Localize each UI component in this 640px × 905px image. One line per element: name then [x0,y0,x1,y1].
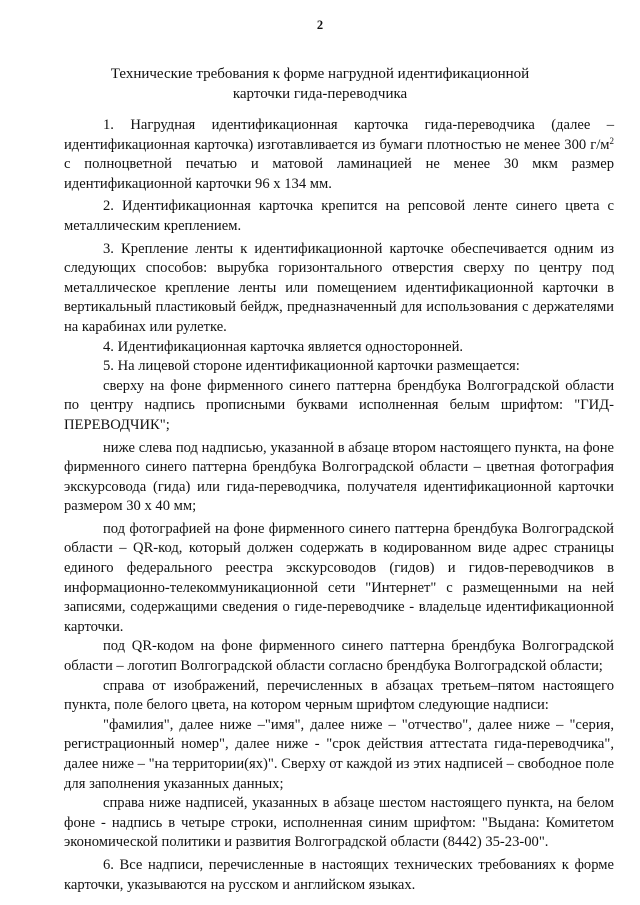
item-1-text-a: 1. Нагрудная идентификационная карточка гида-переводчика (далее – идентификационная карточка) изготавливается из бумаги плотностью не менее 300 г/м [64,117,614,153]
item-4: 4. Идентификационная карточка является односторонней. [103,338,464,355]
document-body [64,116,614,895]
item-1-superscript: 2 [609,135,614,146]
item-5-paragraph: справа ниже надписей, указанных в абзаце шестом настоящего пункта, на белом фоне - надпись в четыре строки, исполненная синим шрифтом: "Выдана: Комитетом экономической политики и развития Волгоградской области (8442) 35-23-00". [64,795,614,851]
heading-line-1: Технические требования к форме нагрудной идентификационной [110,66,530,82]
item-1-text-b: с полноцветной печатью и матовой ламинацией не менее 30 мкм размер идентификационной карточки 96 х 134 мм. [64,156,614,192]
item-1 [64,116,614,194]
heading-line-2: карточки гида-переводчика [232,86,408,102]
item-5-paragraph: "фамилия", далее ниже –"имя", далее ниже – "отчество", далее ниже – "серия, регистрационный номер", далее ниже - "срок действия аттестата гида-переводчика", далее ниже – "на территории(ях)". Сверху от каждой из этих надписей – свободное поле для заполнения указанных данных; [64,716,614,792]
item-5-paragraph: сверху на фоне фирменного синего паттерна брендбука Волгоградской области по центру надпись прописными буквами исполненная белым шрифтом: "ГИД-ПЕРЕВОДЧИК"; [64,377,614,433]
item-2: 2. Идентификационная карточка крепится на репсовой ленте синего цвета с металлическим креплением. [64,198,614,234]
item-5-paragraph: под QR-кодом на фоне фирменного синего паттерна брендбука Волгоградской области – логотип Волгоградской области согласно брендбука Волгоградской области; [64,638,614,675]
page-number: 2 [316,18,324,32]
item-5-paragraph: ниже слева под надписью, указанной в абзаце втором настоящего пункта, на фоне фирменного синего паттерна брендбука Волгоградской области – цветная фотография экскурсовода (гида) или гида-переводчика, получателя идентификационной карточки размером 30 х 40 мм; [64,439,614,515]
item-3: 3. Крепление ленты к идентификационной карточке обеспечивается одним из следующих способов: вырубка горизонтального отверстия сверху по центру под металлическое крепление ленты или помещением идентификационной карточки в вертикальный пластиковый бейдж, предназначенный для использования с держателями на карабинах или рулетке. [64,240,614,335]
item-5-intro: 5. На лицевой стороне идентификационной карточки размещается: [103,358,520,375]
item-6: 6. Все надписи, перечисленные в настоящих технических требованиях к форме карточки, указываются на русском и английском языках. [64,856,614,893]
item-5-paragraph: справа от изображений, перечисленных в абзацах третьем–пятом настоящего пункта, поле белого цвета, на котором черным шрифтом следующие надписи: [64,677,614,714]
document-heading [80,64,560,104]
item-5-paragraph: под фотографией на фоне фирменного синего паттерна брендбука Волгоградской области – QR-код, который должен содержать в кодированном виде адрес страницы единого федерального реестра экскурсоводов (гидов) и гидов-переводчиков в информационно-телекоммуникационной сети "Интернет" с размещенными на ней записями, содержащими сведения о гиде-переводчике - владельце идентификационной карточки. [64,520,614,635]
